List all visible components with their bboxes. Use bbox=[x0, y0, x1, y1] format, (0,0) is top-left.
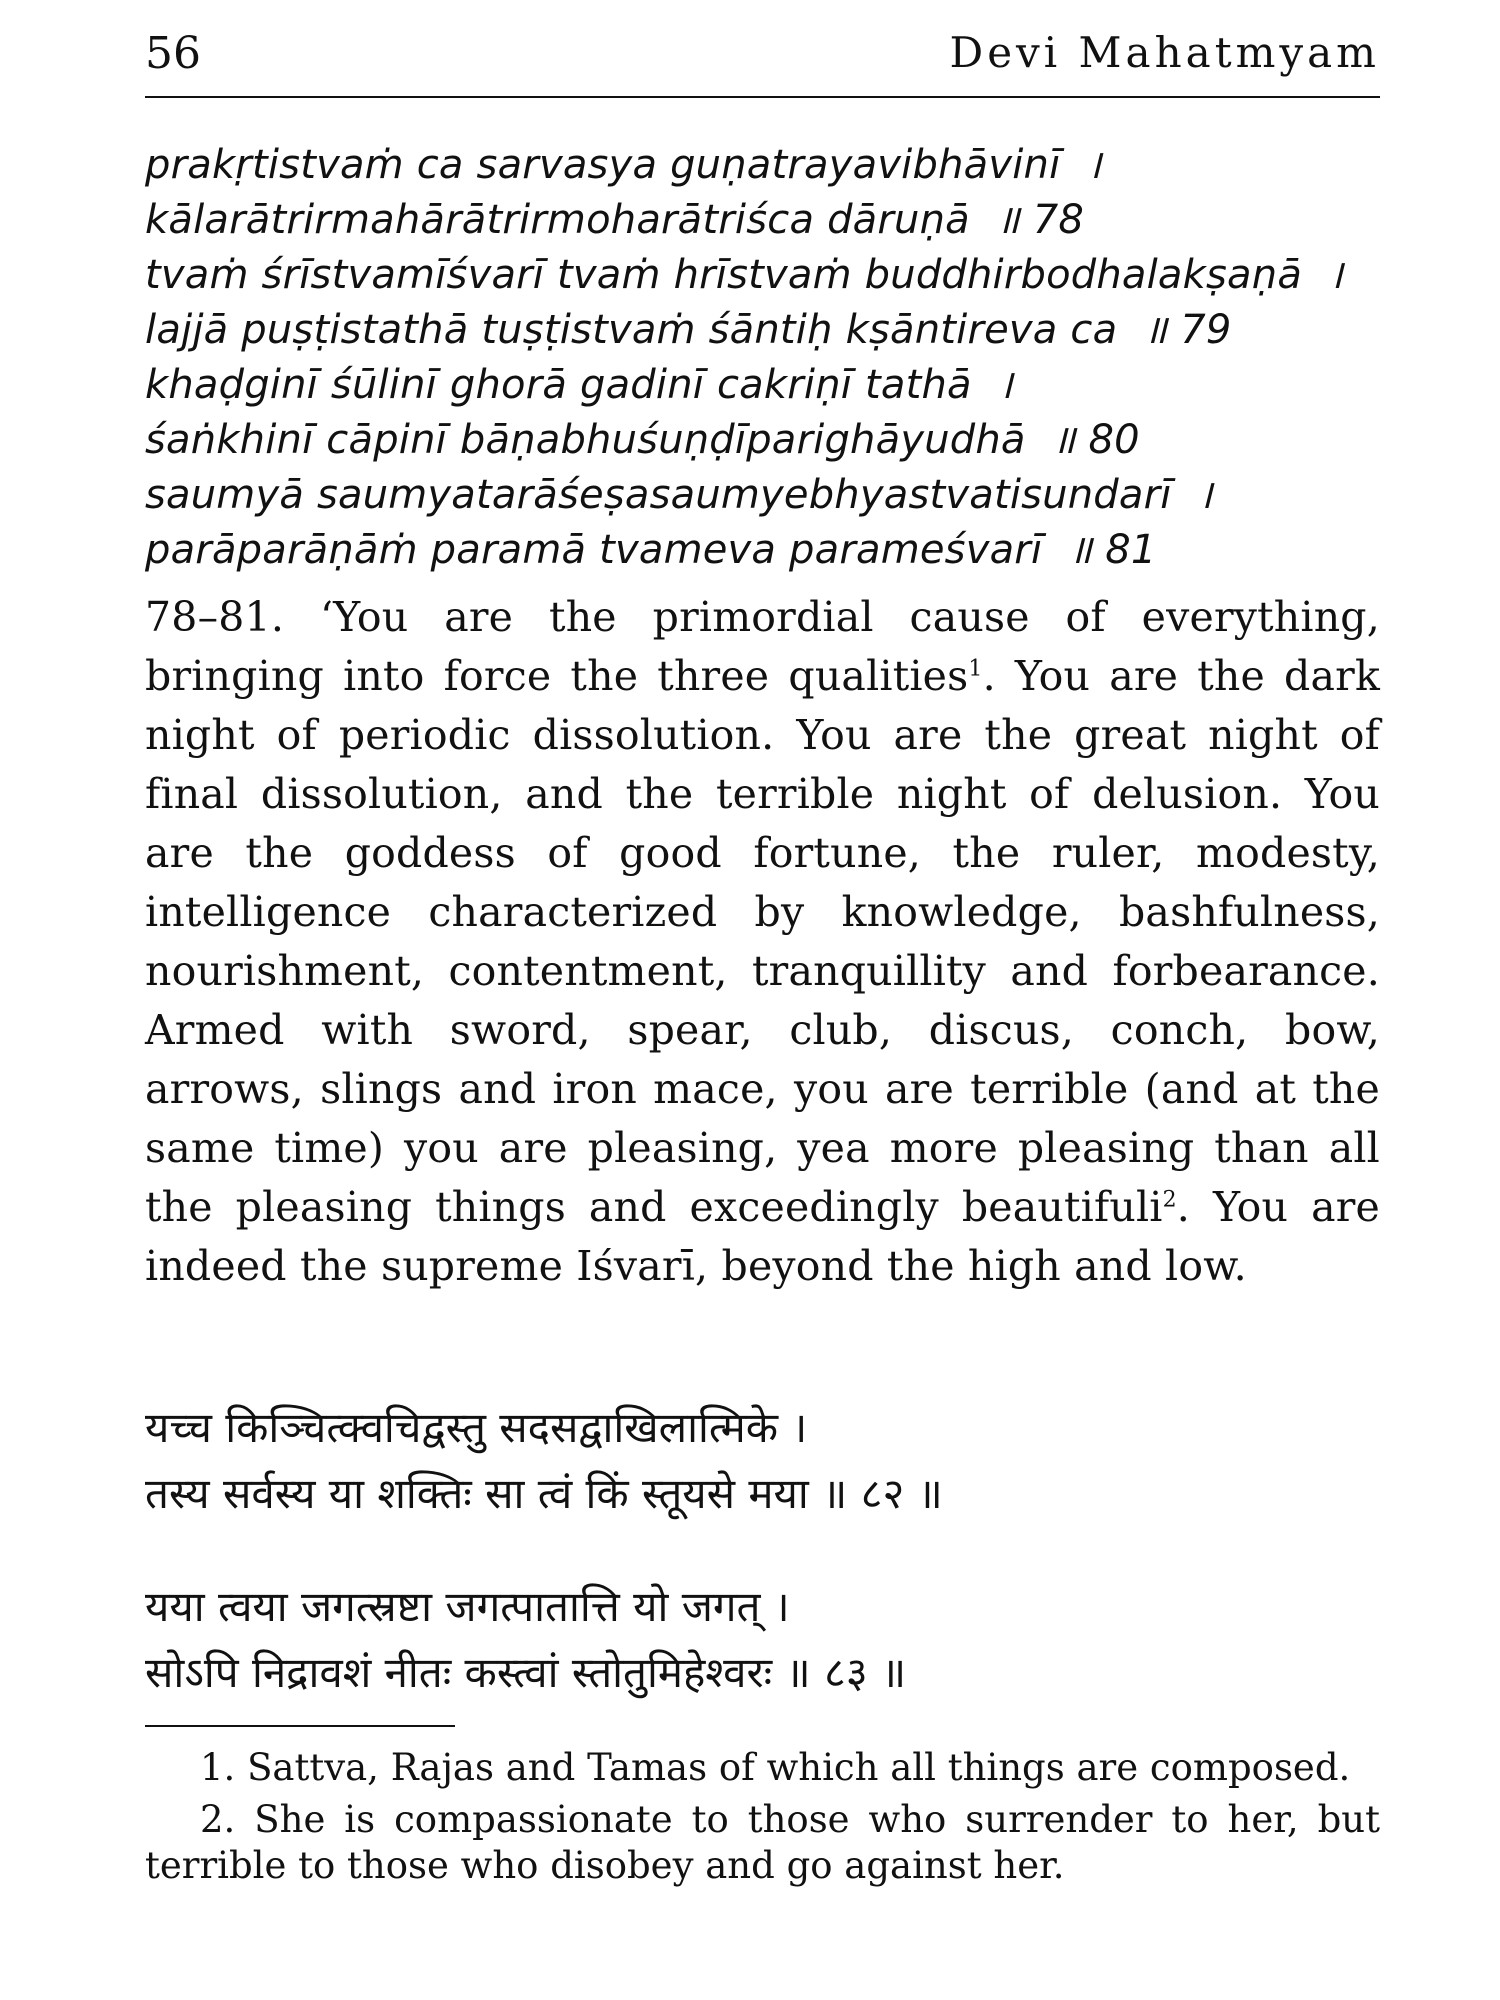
translation-paragraph: 78–81. ‘You are the primordial cause of everything, bringing into force the three qualities$^1$. You are the dark night of periodic dissolution. You are the great night of final dissolution, and the terrible night of delusion. You are the goddess of good fortune, the ruler, modesty, intelligence characterized by knowledge, bashfulness, nourishment, contentment, tranquillity and forbearance. Armed with sword, spear, club, discus, conch, bow, arrows, slings and iron mace, you are terrible (and at the same time) you are pleasing, yea more pleasing than all the pleasing things and exceedingly beautifuli$^2$. You are indeed the supreme Iśvarī, beyond the high and low. bbox=[145, 593, 1380, 1290]
footnote-1: 1. Sattva, Rajas and Tamas of which all things are composed. bbox=[200, 1746, 1351, 1789]
footnote-rule bbox=[145, 1725, 455, 1727]
footnotes bbox=[145, 1745, 1380, 1895]
verse-line: prakṛtistvaṁ ca sarvasya guṇatrayavibhāvinī । bbox=[145, 142, 1102, 188]
sanskrit-line: तस्य सर्वस्य या शक्तिः सा त्वं किं स्तूयसे मया ॥ ८२ ॥ bbox=[145, 1469, 943, 1518]
sanskrit-verse-83 bbox=[145, 1574, 1385, 1706]
footnote-2: 2. She is compassionate to those who surrender to her, but terrible to those who disobey and go against her. bbox=[145, 1798, 1380, 1887]
sanskrit-line: यया त्वया जगत्स्रष्टा जगत्पातात्ति यो जगत् । bbox=[145, 1582, 790, 1631]
transliterated-verses bbox=[145, 138, 1385, 578]
verse-line: śaṅkhinī cāpinī bāṇabhuśuṇḍīparighāyudhā ॥ 80 bbox=[145, 417, 1140, 463]
verse-line: kālarātrirmahārātrirmoharātriśca dāruṇā ॥ 78 bbox=[145, 197, 1085, 243]
verse-line: tvaṁ śrīstvamīśvarī tvaṁ hrīstvaṁ buddhirbodhalakṣaṇā । bbox=[145, 252, 1344, 298]
verse-line: lajjā puṣṭistathā tuṣṭistvaṁ śāntiḥ kṣāntireva ca ॥ 79 bbox=[145, 307, 1232, 353]
footnote-ref-1: 1 bbox=[968, 656, 983, 682]
page-number: 56 bbox=[145, 28, 201, 79]
running-title: Devi Mahatmyam bbox=[949, 28, 1380, 77]
footnote-ref-2: 2 bbox=[1162, 1187, 1177, 1213]
verse-line: parāparāṇāṁ paramā tvameva parameśvarī ॥ 81 bbox=[145, 527, 1157, 573]
verse-line: khaḍginī śūlinī ghorā gadinī cakriṇī tathā । bbox=[145, 362, 1013, 408]
sanskrit-line: सोऽपि निद्रावशं नीतः कस्त्वां स्तोतुमिहेश्वरः ॥ ८३ ॥ bbox=[145, 1648, 907, 1697]
sanskrit-verse-82 bbox=[145, 1395, 1385, 1527]
verse-line: saumyā saumyatarāśeṣasaumyebhyastvatisundarī । bbox=[145, 472, 1213, 518]
page-header bbox=[145, 28, 1380, 92]
sanskrit-line: यच्च किञ्चित्क्वचिद्वस्तु सदसद्वाखिलात्मिके । bbox=[145, 1403, 808, 1452]
header-rule bbox=[145, 96, 1380, 98]
